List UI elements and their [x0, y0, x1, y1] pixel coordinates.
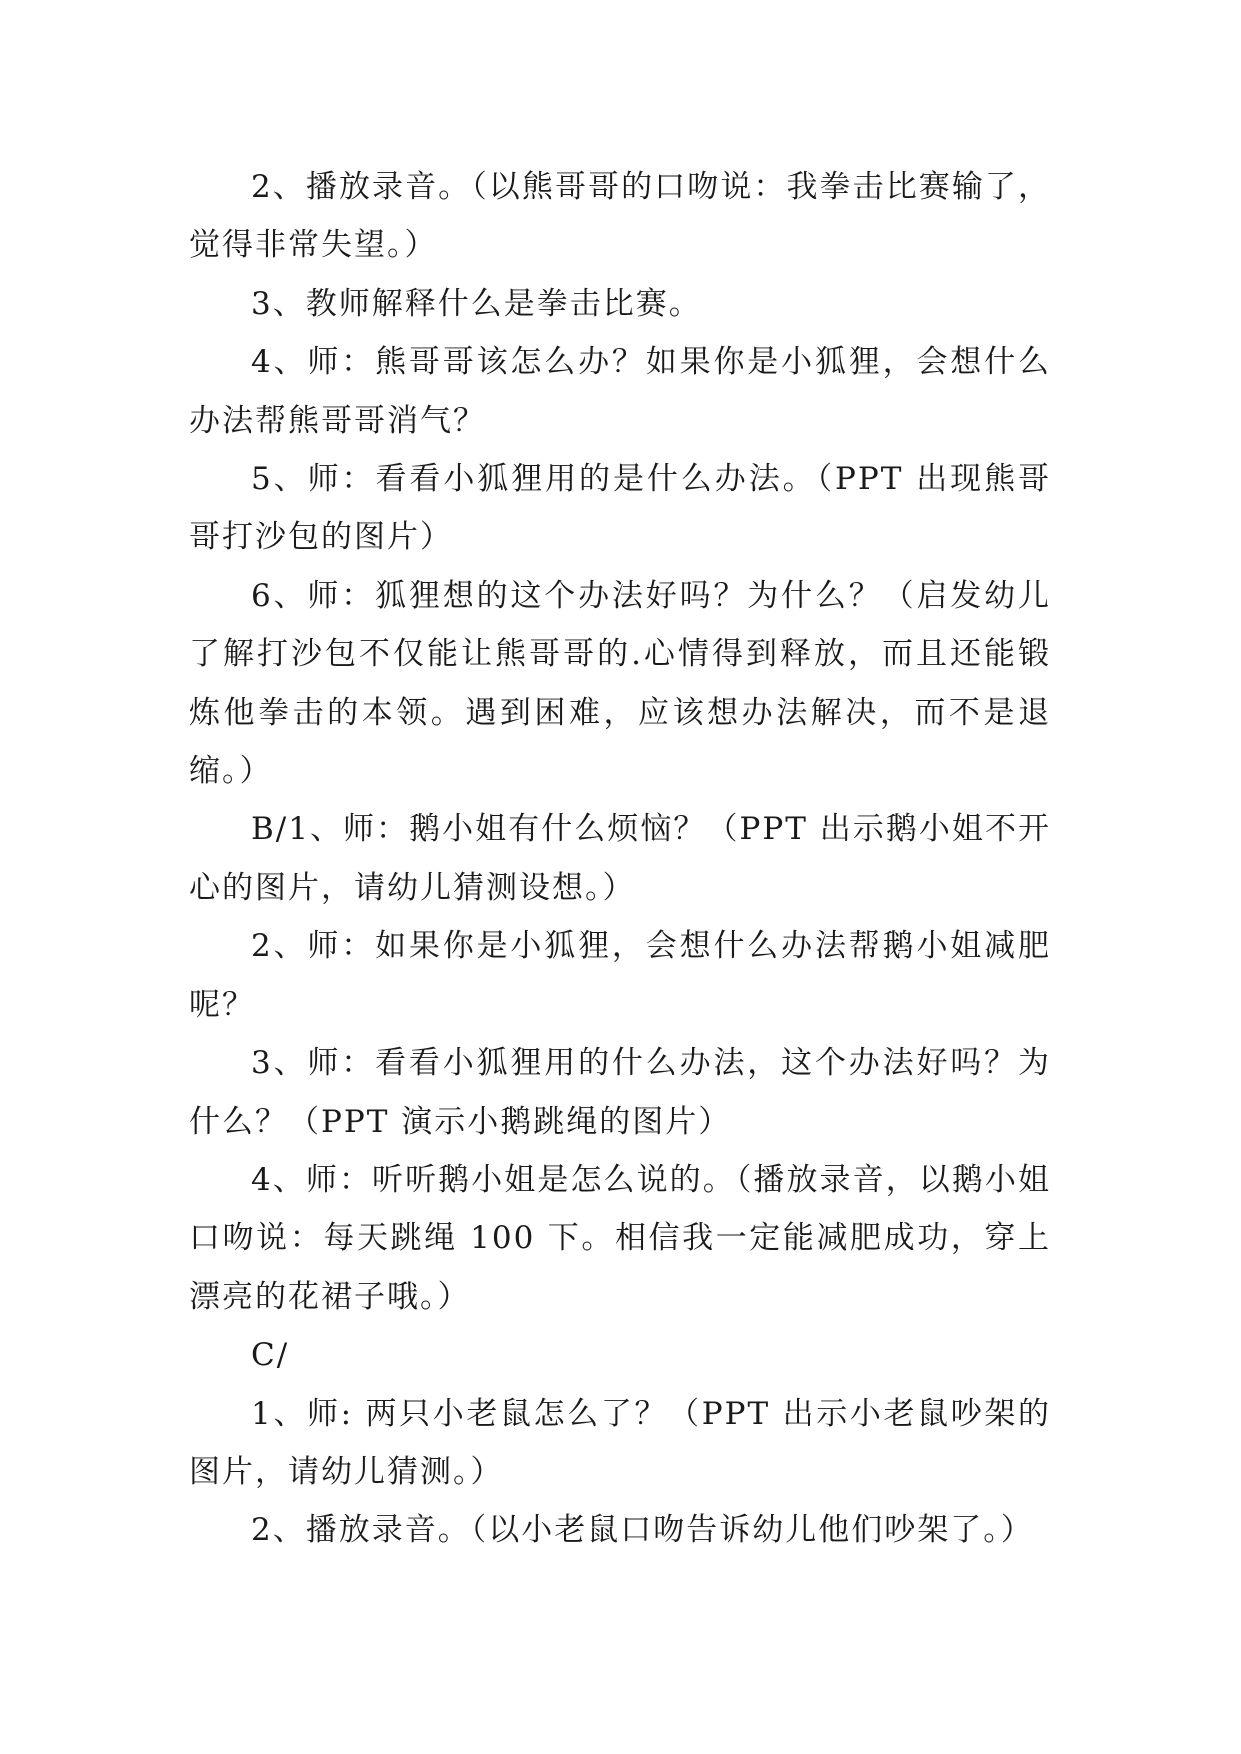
paragraph-b-3-method: 3、师：看看小狐狸用的什么办法，这个办法好吗？为什么？（PPT 演示小鹅跳绳的图片） [189, 1045, 1051, 1140]
paragraph-step-2-recording: 2、播放录音。（以熊哥哥的口吻说：我拳击比赛输了，觉得非常失望。） [189, 169, 1051, 264]
paragraph-step-6-discussion: 6、师：狐狸想的这个办法好吗？为什么？（启发幼儿了解打沙包不仅能让熊哥哥的.心情得到释放，而且还能锻炼他拳击的本领。遇到困难，应该想办法解决，而不是退缩。） [189, 577, 1051, 790]
paragraph-b-2-idea: 2、师：如果你是小狐狸，会想什么办法帮鹅小姐减肥呢？ [189, 928, 1051, 1023]
paragraph-c-heading: C/ [251, 1337, 290, 1374]
paragraph-step-3-explain: 3、教师解释什么是拳击比赛。 [251, 285, 702, 322]
paragraph-step-4-question: 4、师：熊哥哥该怎么办？如果你是小狐狸，会想什么办法帮熊哥哥消气？ [189, 344, 1051, 439]
paragraph-c-2-recording: 2、播放录音。（以小老鼠口吻告诉幼儿他们吵架了。） [251, 1512, 1034, 1549]
paragraph-step-5-method: 5、师：看看小狐狸用的是什么办法。（PPT 出现熊哥哥打沙包的图片） [189, 461, 1051, 556]
paragraph-c-1-mice: 1、师: 两只小老鼠怎么了？（PPT 出示小老鼠吵架的图片，请幼儿猜测。） [189, 1395, 1051, 1490]
paragraph-b-1-goose: B/1、师：鹅小姐有什么烦恼？（PPT 出示鹅小姐不开心的图片，请幼儿猜测设想。） [189, 811, 1051, 906]
paragraph-b-4-listen: 4、师：听听鹅小姐是怎么说的。（播放录音，以鹅小姐口吻说：每天跳绳 100 下。相信我一定能减肥成功，穿上漂亮的花裙子哦。） [189, 1161, 1051, 1315]
document-body [189, 158, 1051, 1560]
